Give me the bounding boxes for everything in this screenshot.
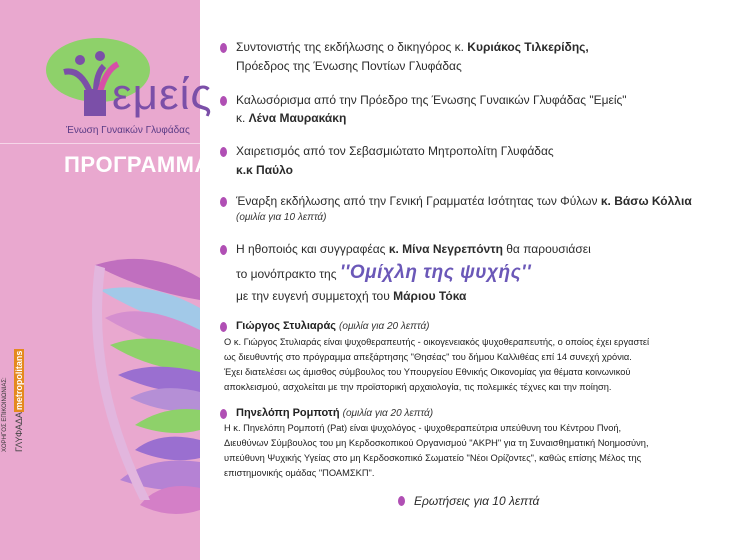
- item-name: κ.κ Παύλο: [236, 163, 293, 177]
- bio-line: επιστημονικής ομάδας "ΠΟΑΜΣΚΠ".: [224, 468, 375, 478]
- item-text: Συντονιστής της εκδήλωσης ο δικηγόρος κ.: [236, 40, 468, 54]
- logo-subtitle: Ένωση Γυναικών Γλυφάδας: [66, 125, 190, 136]
- item-text: θα παρουσιάσει: [502, 242, 591, 256]
- speaker-name: Πηνελόπη Ρομποτή: [236, 407, 340, 419]
- closing-text: Ερωτήσεις για 10 λεπτά: [414, 494, 540, 508]
- sponsor-brand: [14, 349, 24, 452]
- item-name: Λένα Μαυρακάκη: [248, 111, 347, 125]
- bio-line: Διευθύνων Σύμβουλος του μη Κερδοσκοπικού Οργανισμού "ΑΚΡΗ" για τη Συναισθηματική Νοημοσύνη,: [224, 438, 649, 448]
- logo-name: εμείς: [112, 70, 213, 119]
- bio-line: υπεύθυνη Ψυχικής Υγείας στο μη Κερδοσκοπικό Σωματείο "Νέοι Ορίζοντες", καθώς επίσης Μέλος της: [224, 453, 642, 463]
- item-name: Μάριου Τόκα: [393, 289, 467, 303]
- bullet-icon: [220, 245, 227, 255]
- item-note: (ομιλία για 10 λεπτά): [236, 212, 327, 223]
- bullet-icon: [398, 496, 405, 506]
- item-line: [236, 262, 531, 284]
- sponsor-brand-highlight: metropolitans: [14, 350, 24, 411]
- item-text: Έναρξη εκδήλωσης από την Γενική Γραμματέα Ισότητας των Φύλων: [236, 194, 601, 208]
- bio-line: Η κ. Πηνελόπη Ρομποτή (Pat) είναι ψυχολόγος - ψυχοθεραπεύτρια υπεύθυνη του Κέντρου Πνοή,: [224, 423, 622, 433]
- bio-line: Ο κ. Γιώργος Στυλιαράς είναι ψυχοθεραπευτής - οικογενειακός ψυχοθεραπευτής, ο οποίος έχει εργαστεί: [224, 337, 650, 347]
- item-line: [236, 40, 589, 54]
- speaker-bio: [224, 335, 734, 395]
- bullet-icon: [220, 197, 227, 207]
- item-text: το μονόπρακτο της: [236, 267, 340, 281]
- speaker-heading: [236, 320, 430, 332]
- item-line: [236, 194, 692, 208]
- sponsor-label: ΧΟΡΗΓΟΣ ΕΠΙΚΟΙΝΩΝΙΑΣ:: [2, 377, 8, 452]
- program-heading: ΠΡΟΓΡΑΜΜΑ: [64, 152, 211, 177]
- item-name: Κυριάκος Τιλκερίδης,: [467, 40, 589, 54]
- item-line: [236, 111, 346, 125]
- program-content: [210, 0, 750, 560]
- item-line: Πρόεδρος της Ένωσης Ποντίων Γλυφάδας: [236, 59, 462, 73]
- bullet-icon: [220, 322, 227, 332]
- item-line: [236, 163, 293, 177]
- speaker-name: Γιώργος Στυλιαράς: [236, 320, 336, 332]
- item-name: κ. Βάσω Κόλλια: [600, 194, 692, 208]
- item-name: κ. Μίνα Νεγρεπόντη: [388, 242, 503, 256]
- bullet-icon: [220, 147, 227, 157]
- item-text: Η ηθοποιός και συγγραφέας: [236, 242, 389, 256]
- bio-line: ως διευθυντής στο πρόγραμμα απεξάρτησης "Θησέας" του δήμου Καλλιθέας επί 14 συνεχή χρόνια.: [224, 352, 632, 362]
- sponsor-brand-prefix: ΓΛΥΦΑΔΑ: [14, 412, 24, 452]
- speaker-bio: [224, 421, 734, 481]
- bio-line: Έχει διατελέσει ως άμισθος σύμβουλος του Υπουργείου Εθνικής Οικονομίας για θέματα κοινωνικού: [224, 367, 631, 377]
- item-line: Χαιρετισμός από τον Σεβασμιώτατο Μητροπολίτη Γλυφάδας: [236, 144, 554, 158]
- item-line: [236, 242, 591, 256]
- item-line: [236, 289, 466, 303]
- speaker-note: (ομιλία για 20 λεπτά): [339, 321, 430, 332]
- speaker-note: (ομιλία για 20 λεπτά): [342, 408, 434, 419]
- item-text: με την ευγενή συμμετοχή του: [236, 289, 394, 303]
- bullet-icon: [220, 96, 227, 106]
- divider: [0, 143, 200, 144]
- sidebar: [0, 0, 213, 560]
- bullet-icon: [220, 43, 227, 53]
- speaker-heading: [236, 407, 433, 419]
- bullet-icon: [220, 409, 227, 419]
- play-title: ''Ομίχλη της ψυχής'': [339, 262, 532, 283]
- item-text: κ.: [236, 111, 249, 125]
- item-line: Καλωσόρισμα από την Πρόεδρο της Ένωσης Γυναικών Γλυφάδας "Εμείς": [236, 93, 627, 107]
- bio-line: αποκλεισμού, ασχολείται με την προϊστορική αρχαιολογία, τις πολεμικές τέχνες και την ποίηση.: [224, 382, 612, 392]
